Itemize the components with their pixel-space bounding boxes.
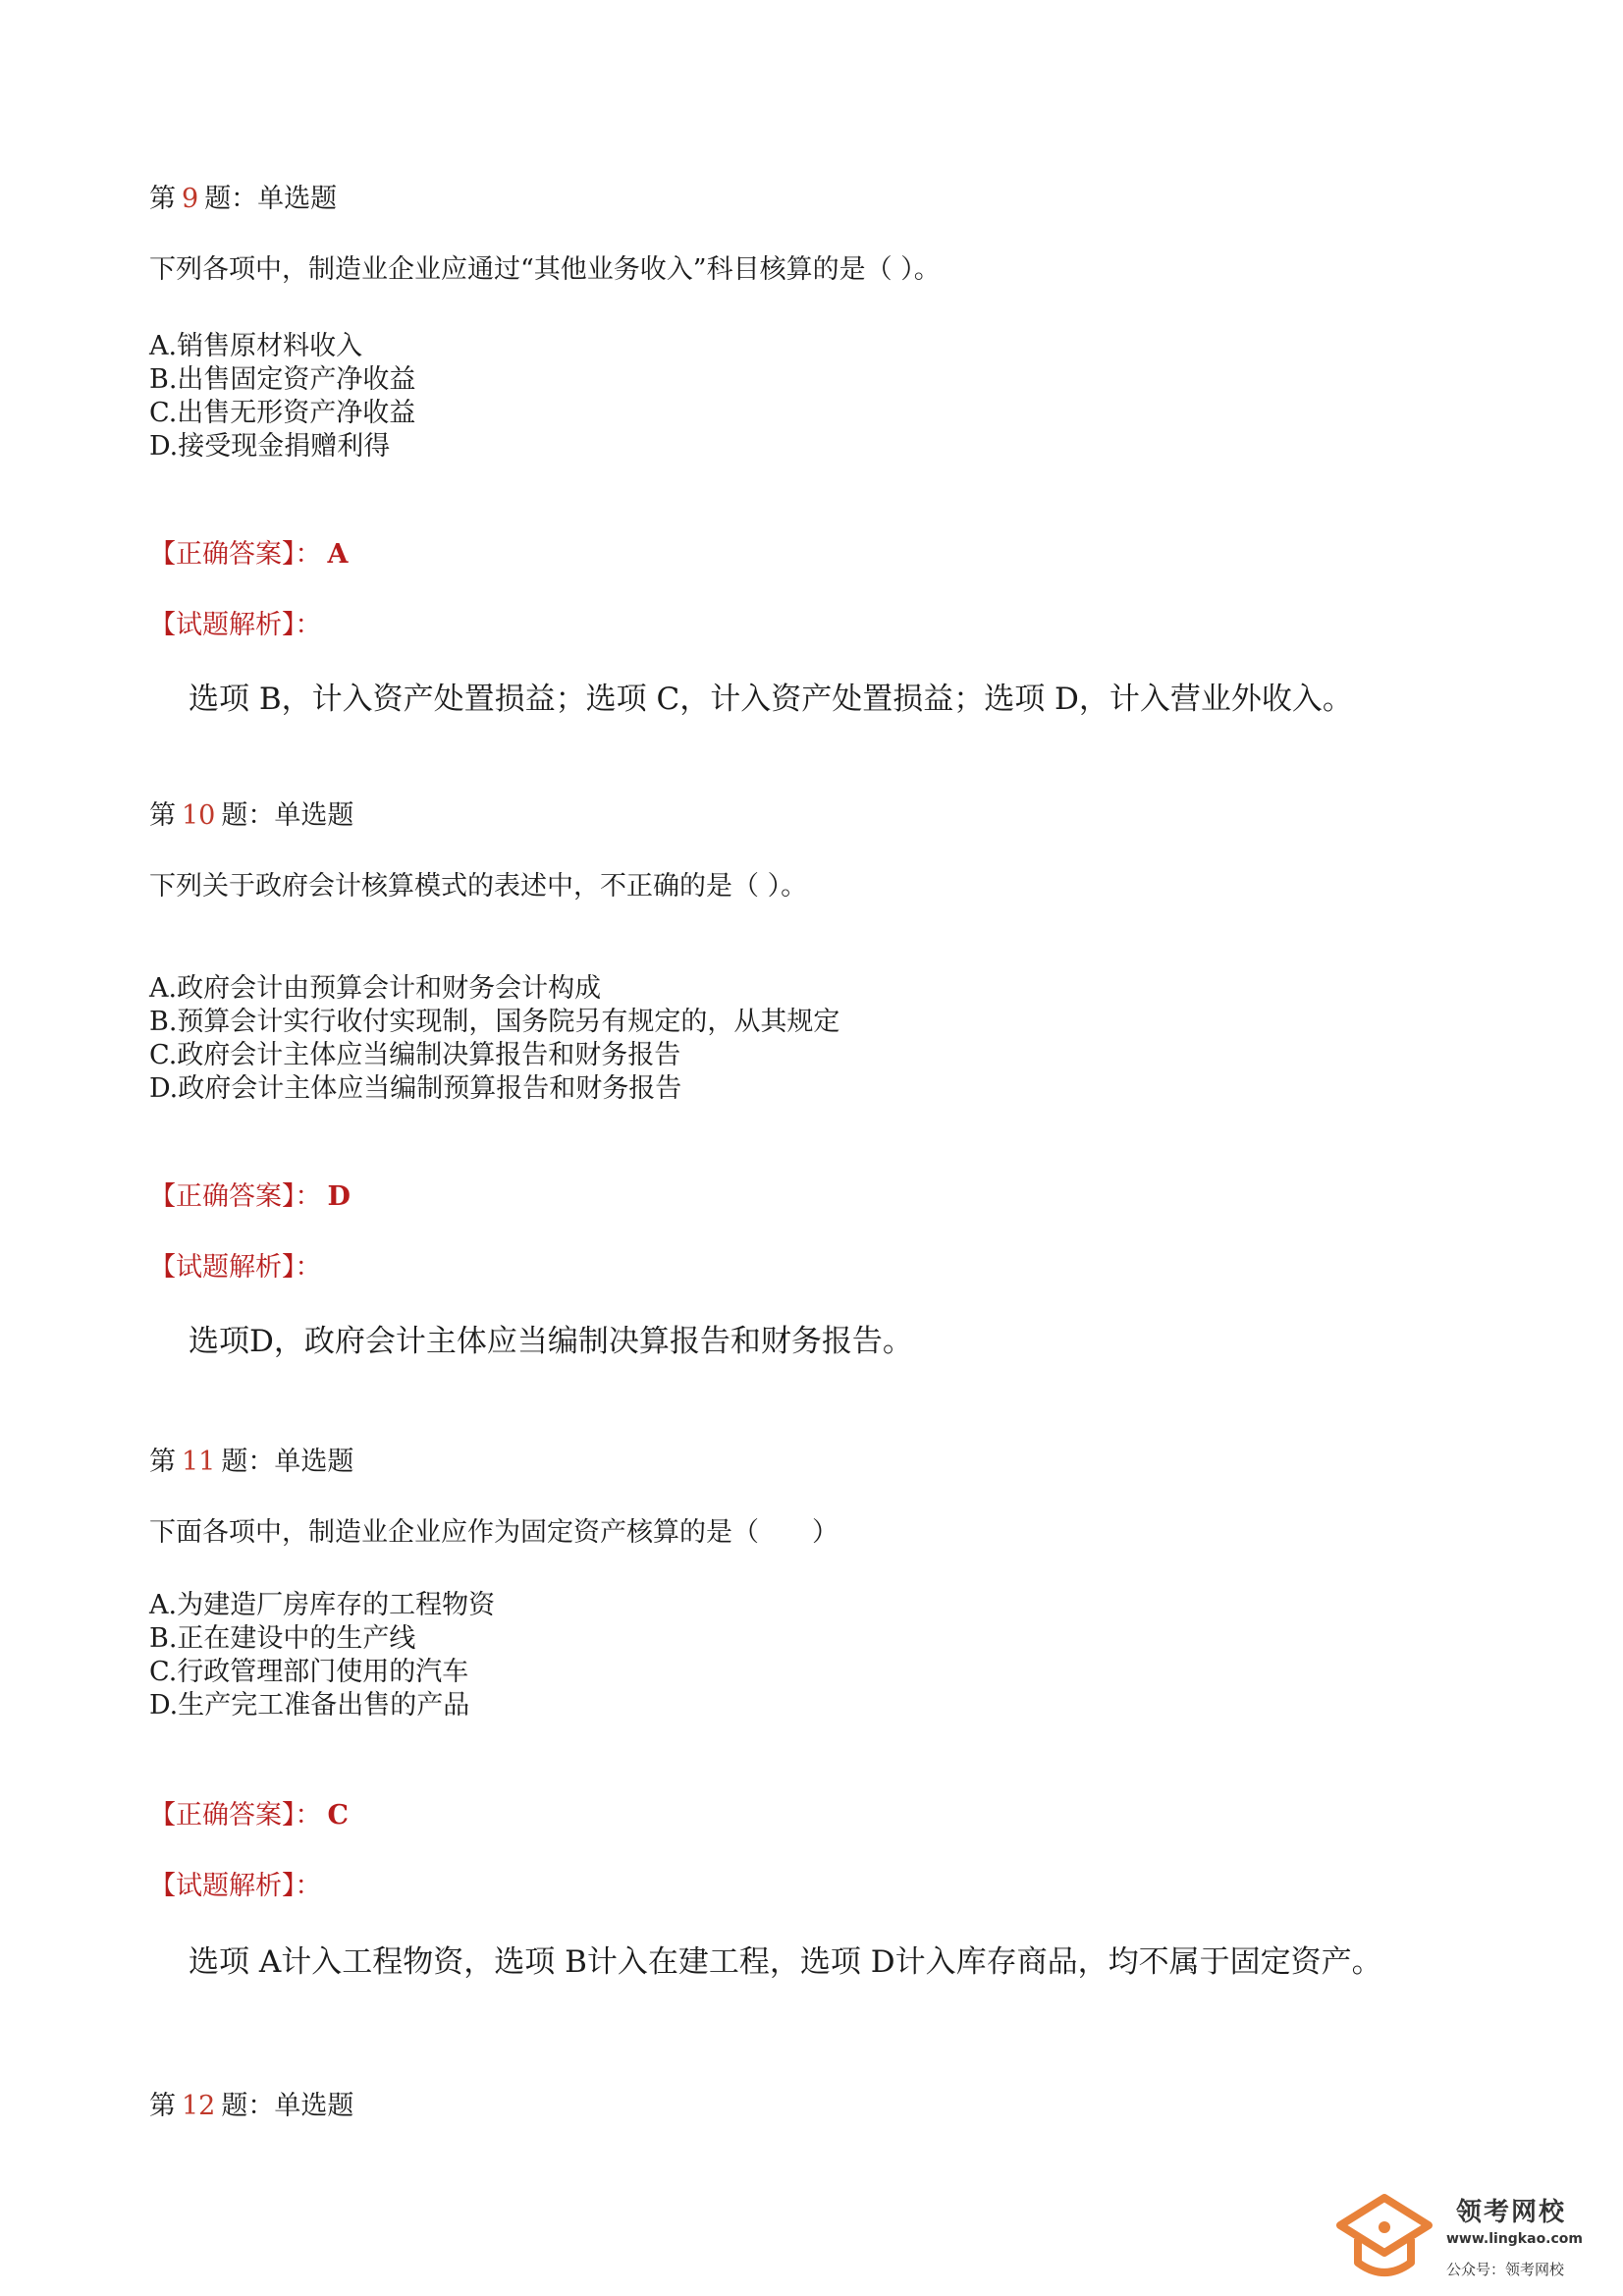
- options-list: [149, 972, 839, 1106]
- question-9: [149, 181, 1465, 717]
- correct-answer: [149, 536, 348, 574]
- question-number: 10: [182, 800, 216, 831]
- question-stem: 下列关于政府会计核算模式的表述中，不正确的是（ ）。: [149, 871, 808, 902]
- option-c: C.行政管理部门使用的汽车: [149, 1657, 469, 1687]
- options-list: [149, 1589, 495, 1722]
- option-b: B.预算会计实行收付实现制，国务院另有规定的，从其规定: [149, 1007, 840, 1037]
- question-12: [149, 2088, 1465, 2125]
- question-number: 11: [182, 1447, 216, 1477]
- answer-value: C: [327, 1800, 349, 1831]
- option-a: A.政府会计由预算会计和财务会计构成: [149, 973, 602, 1004]
- question-11: [149, 1444, 1465, 1980]
- brand-logo: [1330, 2188, 1586, 2286]
- question-header: [149, 1444, 1465, 1481]
- answer-label: 【正确答案】：: [149, 1800, 322, 1831]
- graduation-cap-icon: [1330, 2188, 1438, 2286]
- question-prefix: 第: [149, 800, 176, 831]
- question-header: [149, 2088, 1465, 2125]
- brand-wechat: 公众号：领考网校: [1446, 2261, 1565, 2278]
- option-c: C.出售无形资产净收益: [149, 398, 416, 428]
- question-type: 题：单选题: [221, 2091, 354, 2121]
- question-stem: 下列各项中，制造业企业应通过“其他业务收入”科目核算的是（ ）。: [149, 254, 941, 285]
- analysis-label: 【试题解析】：: [149, 1252, 322, 1283]
- question-header: [149, 181, 1465, 218]
- analysis-text: 选项 B，计入资产处置损益；选项 C，计入资产处置损益；选项 D，计入营业外收入。: [189, 682, 1353, 717]
- question-prefix: 第: [149, 184, 176, 214]
- option-a: A.销售原材料收入: [149, 331, 363, 361]
- brand-name: 领考网校: [1456, 2198, 1567, 2227]
- question-number: 12: [182, 2091, 216, 2121]
- analysis-label: 【试题解析】：: [149, 610, 322, 640]
- analysis-label: 【试题解析】：: [149, 1871, 322, 1901]
- question-header: [149, 797, 1465, 835]
- question-10: [149, 797, 1465, 1359]
- option-d: D.政府会计主体应当编制预算报告和财务报告: [149, 1073, 682, 1104]
- analysis-text: 选项D，政府会计主体应当编制决算报告和财务报告。: [189, 1324, 913, 1359]
- option-b: B.出售固定资产净收益: [149, 364, 416, 395]
- question-stem: 下面各项中，制造业企业应作为固定资产核算的是（ ）: [149, 1517, 839, 1548]
- brand-url: www.lingkao.com: [1446, 2231, 1584, 2247]
- correct-answer: [149, 1178, 351, 1216]
- answer-label: 【正确答案】：: [149, 539, 322, 570]
- answer-label: 【正确答案】：: [149, 1181, 322, 1212]
- answer-value: D: [327, 1181, 351, 1212]
- option-d: D.生产完工准备出售的产品: [149, 1690, 470, 1721]
- question-type: 题：单选题: [221, 800, 354, 831]
- option-c: C.政府会计主体应当编制决算报告和财务报告: [149, 1040, 681, 1070]
- option-a: A.为建造厂房库存的工程物资: [149, 1590, 496, 1620]
- options-list: [149, 330, 415, 464]
- option-b: B.正在建设中的生产线: [149, 1623, 416, 1654]
- analysis-text: 选项 A计入工程物资，选项 B计入在建工程，选项 D计入库存商品，均不属于固定资产。: [189, 1944, 1382, 1980]
- answer-value: A: [327, 539, 349, 570]
- question-prefix: 第: [149, 2091, 176, 2121]
- correct-answer: [149, 1797, 349, 1834]
- option-d: D.接受现金捐赠利得: [149, 431, 391, 462]
- question-type: 题：单选题: [221, 1447, 354, 1477]
- question-prefix: 第: [149, 1447, 176, 1477]
- question-number: 9: [182, 184, 199, 214]
- question-type: 题：单选题: [204, 184, 338, 214]
